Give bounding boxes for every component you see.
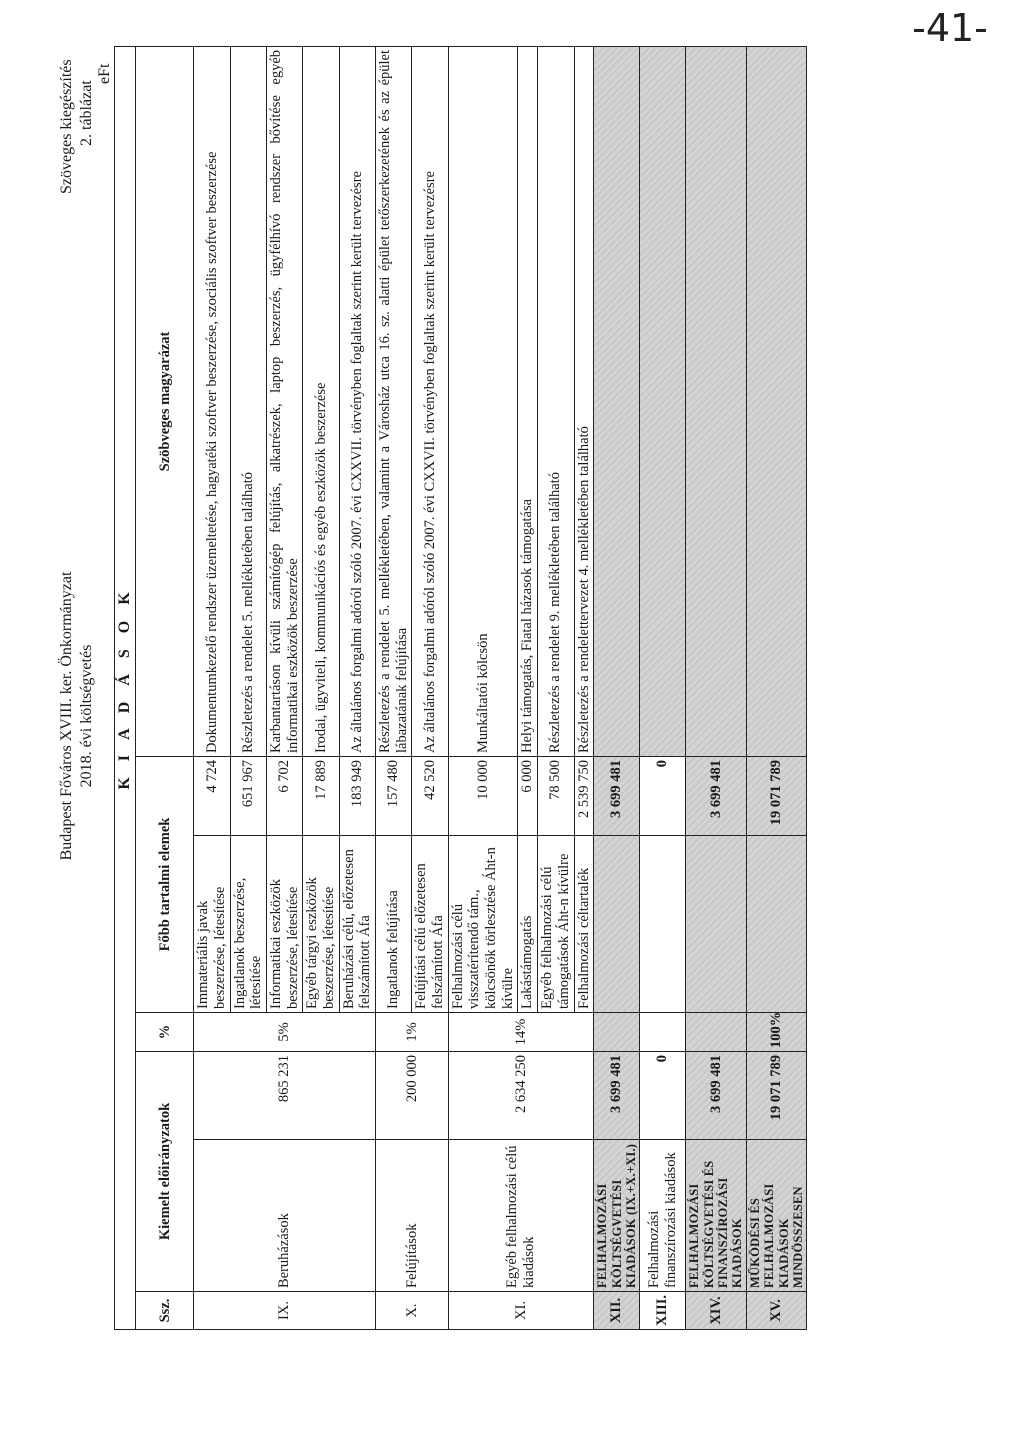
total-row (640, 46, 686, 1329)
row-description: Részletezés a rendelettervezet 4. mellékletében található (574, 46, 594, 756)
table-number: 2. táblázat (78, 80, 95, 146)
row-ssz: X. (376, 1292, 449, 1330)
total-description-empty (594, 46, 640, 756)
row-description: Részletezés a rendelet 5. mellékletében, valamint a Városház utca 16. sz. alatti épület tetőszerkezetének és az épület lábazatának felújítása (376, 46, 412, 756)
row-category-amount: 200 000 (376, 1052, 449, 1140)
row-item: Beruházási célú, előzetesen felszámított Áfa (339, 836, 375, 1013)
row-item-amount: 10 000 (448, 757, 518, 836)
row-category-amount: 865 231 (194, 1052, 376, 1140)
total-name: FELHALMOZÁSI KÖLTSÉGVETÉSI KIADÁSOK (IX.+X.+XI.) (594, 1140, 640, 1292)
row-ssz: IX. (194, 1292, 376, 1330)
row-percent: 5% (194, 1013, 376, 1052)
col-kiemelt: Kiemelt előirányzatok (136, 1052, 194, 1292)
row-item: Felújítási célú előzetesen felszámított Áfa (412, 836, 448, 1013)
total-row (594, 46, 640, 1329)
total-sub-amount: 19 071 789 (746, 757, 807, 836)
total-item-empty (640, 836, 686, 1013)
row-item-amount: 4 724 (194, 757, 230, 836)
total-ssz: XIV. (686, 1292, 747, 1330)
row-item-amount: 6 702 (267, 757, 303, 836)
row-item: Lakástámogatás (518, 836, 538, 1013)
total-sub-amount: 3 699 481 (686, 757, 747, 836)
total-percent (594, 1013, 640, 1052)
row-item-amount: 183 949 (339, 757, 375, 836)
total-percent (640, 1013, 686, 1052)
section-title: K I A D Á S O K (115, 46, 136, 1329)
total-sub-amount: 3 699 481 (594, 757, 640, 836)
budget-year: 2018. évi költségvetés (78, 644, 95, 788)
row-item-amount: 651 967 (230, 757, 266, 836)
total-item-empty (746, 836, 807, 1013)
expense-table (114, 46, 807, 1330)
col-fobb: Főbb tartalmi elemek (136, 757, 194, 1013)
row-category: Egyéb felhalmozási célú kiadások (448, 1140, 593, 1292)
row-item-amount: 157 480 (376, 757, 412, 836)
total-row (686, 46, 747, 1329)
row-item: Informatikai eszközök beszerzése, létesítése (267, 836, 303, 1013)
total-ssz: XII. (594, 1292, 640, 1330)
supplement-label: Szöveges kiegészítés (58, 59, 75, 194)
table-row (194, 46, 230, 1329)
row-category: Felújítások (376, 1140, 449, 1292)
total-amount: 0 (640, 1052, 686, 1140)
row-percent: 1% (376, 1013, 449, 1052)
row-percent: 14% (448, 1013, 593, 1052)
row-ssz: XI. (448, 1292, 593, 1330)
org-name: Budapest Főváros XVIII. ker. Önkormányzat (58, 571, 75, 861)
row-description: Dokumentumkezelő rendszer üzemeltetése, hagyatéki szoftver beszerzése, szociális szoftver beszerzése (194, 46, 230, 756)
row-item: Felhalmozási célú visszatérítendő tám., kölcsönök törlesztése Áht-n kívülre (448, 836, 518, 1013)
row-description: Munkáltatói kölcsön (448, 46, 518, 756)
total-amount: 3 699 481 (594, 1052, 640, 1140)
row-item-amount: 42 520 (412, 757, 448, 836)
total-ssz: XIII. (640, 1292, 686, 1330)
total-name: MŰKÖDÉSI ÉS FELHALMOZÁSI KIADÁSOK MINDÖSSZESEN (746, 1140, 807, 1292)
row-item-amount: 2 539 750 (574, 757, 594, 836)
table-row (448, 46, 518, 1329)
row-item: Egyéb tárgyi eszközök beszerzése, létesítése (303, 836, 339, 1013)
total-description-empty (686, 46, 747, 756)
total-row (746, 46, 807, 1329)
row-item: Egyéb felhalmozási célú támogatások Áht-n kívülre (538, 836, 574, 1013)
row-item-amount: 6 000 (518, 757, 538, 836)
total-name: FELHALMOZÁSI KÖLTSÉGVETÉSI ÉS FINANSZÍROZÁSI KIADÁSOK (686, 1140, 747, 1292)
total-item-empty (594, 836, 640, 1013)
total-amount: 3 699 481 (686, 1052, 747, 1140)
col-ssz: Ssz. (136, 1292, 194, 1330)
row-item: Ingatlanok felújítása (376, 836, 412, 1013)
row-description: Helyi támogatás, Fiatal házasok támogatása (518, 46, 538, 756)
row-description: Részletezés a rendelet 9. mellékletében található (538, 46, 574, 756)
row-item-amount: 78 500 (538, 757, 574, 836)
row-item: Immateriális javak beszerzése, létesítése (194, 836, 230, 1013)
total-description-empty (640, 46, 686, 756)
row-category: Beruházások (194, 1140, 376, 1292)
row-item: Felhalmozási céltartalék (574, 836, 594, 1013)
row-item: Ingatlanok beszerzése, létesítése (230, 836, 266, 1013)
total-description-empty (746, 46, 807, 756)
page-number: -41- (912, 6, 988, 51)
col-magyarazat: Szöbveges magyarázat (136, 46, 194, 756)
row-description: Részletezés a rendelet 5. mellékletében található (230, 46, 266, 756)
row-category-amount: 2 634 250 (448, 1052, 593, 1140)
total-sub-amount: 0 (640, 757, 686, 836)
unit-label: eFt (96, 63, 113, 84)
table-row (376, 46, 412, 1329)
total-item-empty (686, 836, 747, 1013)
total-percent (686, 1013, 747, 1052)
total-name: Felhalmozási finanszírozási kiadások (640, 1140, 686, 1292)
row-description: Az általános forgalmi adóról szóló 2007. évi CXXVII. törvényben foglaltak szerint került tervezésre (412, 46, 448, 756)
total-ssz: XV. (746, 1292, 807, 1330)
row-item-amount: 17 889 (303, 757, 339, 836)
row-description: Irodai, ügyviteli, kommunikációs és egyéb eszközök beszerzése (303, 46, 339, 756)
col-percent: % (136, 1013, 194, 1052)
row-description: Az általános forgalmi adóról szóló 2007. évi CXXVII. törvényben foglaltak szerint került tervezésre (339, 46, 375, 756)
total-percent: 100% (746, 1013, 807, 1052)
total-amount: 19 071 789 (746, 1052, 807, 1140)
row-description: Karbantartáson kívüli számítógép felújítás, alkatrészek, laptop beszerzés, ügyfélhívó rendszer bővítése egyéb informatikai eszközök beszerzése (267, 46, 303, 756)
